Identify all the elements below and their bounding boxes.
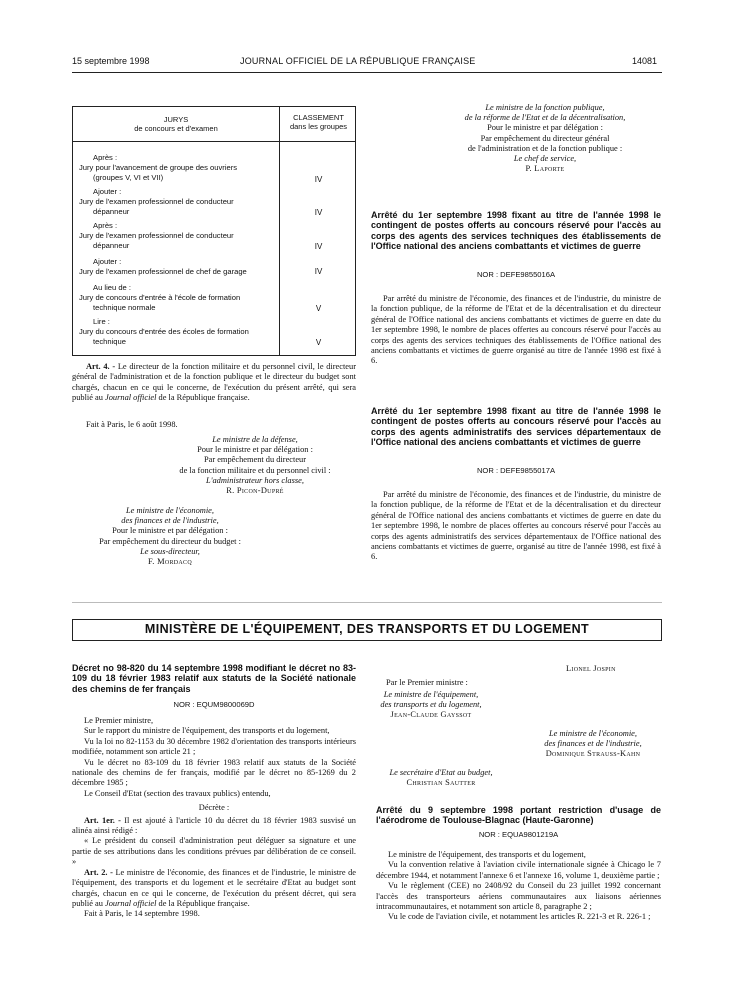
signature-fonction-publique: Le ministre de la fonction publique, de la réforme de l'Etat et de la décentralisation, Pour le ministre et par délégation : Par empêchement du directeur général de l'administration et de la fonction publique : Le chef de service, P. Laporte: [464, 103, 626, 174]
table-row: Ajouter : Jury de l'examen professionnel de conducteur dépanneur: [79, 187, 234, 216]
header-date: 15 septembre 1998: [72, 56, 150, 66]
table-row-value: V: [315, 338, 322, 347]
decret-title: Décret no 98-820 du 14 septembre 1998 modifiant le décret no 83-109 du 18 février 1983 relatif aux statuts de la Société nationale des chemins de fer français: [72, 663, 356, 694]
decret-nor: NOR : EQUM9800069D: [173, 700, 255, 709]
header-journal-title: JOURNAL OFFICIEL DE LA RÉPUBLIQUE FRANÇAISE: [240, 56, 476, 66]
table-row: Ajouter : Jury de l'examen professionnel de chef de garage: [79, 257, 247, 276]
table-row-value: IV: [314, 208, 323, 217]
table-row-value: V: [315, 304, 322, 313]
signature-economie: Le ministre de l'économie, des finances et de l'industrie, Pour le ministre et par délégation : Par empêchement du directeur du budget : Le sous-directeur, F. Mordacq: [99, 506, 241, 567]
table-row-value: IV: [314, 267, 323, 276]
signature-equipement: Le ministre de l'équipement, des transports et du logement, Jean-Claude Gayssot: [380, 690, 482, 720]
arrete-2-text: Par arrêté du ministre de l'économie, des finances et de l'industrie, du ministre de la fonction publique, de la réforme de l'Etat et de la décentralisation et du directeur général de l'Office national des anciens combattants et victimes de guerre en date du 1er septembre 1998, le nombre de places offertes au concours réservé pour l'accès au corps des agents administratifs des services départementaux de l'Office national des anciens combattants et victimes de guerre, organisé au titre de l'année 1998, est fixé à 6.: [371, 490, 661, 562]
signature-economie-2: Le ministre de l'économie, des finances et de l'industrie, Dominique Strauss-Kahn: [544, 729, 642, 759]
section-rule: [72, 602, 662, 603]
arrete-2-title: Arrêté du 1er septembre 1998 fixant au titre de l'année 1998 le contingent de postes offerts au concours réservé pour l'accès au corps des agents administratifs des services départementaux de l'Office national des anciens combattants et victimes de guerre: [371, 406, 661, 448]
signature-premier-ministre: Lionel Jospin: [566, 664, 616, 673]
table-row: Après : Jury pour l'avancement de groupe des ouvriers (groupes V, VI et VII): [79, 153, 238, 182]
jury-table: [72, 106, 356, 356]
page-header: [0, 56, 731, 70]
arrete-3-title: Arrêté du 9 septembre 1998 portant restriction d'usage de l'aérodrome de Toulouse-Blagnac (Haute-Garonne): [376, 805, 661, 826]
arrete-3-body: Le ministre de l'équipement, des transports et du logement, Vu la convention relative à l'aviation civile internationale signée à Chicago le 7 décembre 1944, et notamment l'annexe 6 et l'annexe 16, volume 1, deuxième partie ; Vu le règlement (CEE) no 2408/92 du Conseil du 23 juillet 1992 concernant l'accès des transporteurs aériens communautaires aux liaisons aériennes intracommunautaires, et notamment son article 8, paragraphe 2 ; Vu le code de l'aviation civile, et notamment les articles R. 221-3 et R. 226-1 ;: [376, 850, 661, 922]
article-4: Art. 4. - Le directeur de la fonction militaire et du personnel civil, le directeur général de l'administration et de la fonction publique et le directeur du budget sont chargés, chacun en ce qui le concerne, de l'exécution du présent arrêté, qui sera publié au Journal officiel de la République française.: [72, 362, 357, 403]
table-row: Lire : Jury du concours d'entrée des écoles de formation technique: [79, 317, 249, 346]
table-row-value: IV: [314, 175, 323, 184]
ministry-banner: MINISTÈRE DE L'ÉQUIPEMENT, DES TRANSPORTS ET DU LOGEMENT: [72, 619, 662, 641]
table-column-divider: [279, 107, 280, 355]
table-header-divider: [73, 141, 355, 142]
header-rule: [72, 72, 662, 73]
par-le-premier-ministre: Par le Premier ministre :: [386, 678, 468, 687]
fait-a-paris-left: Fait à Paris, le 6 août 1998.: [86, 420, 178, 429]
arrete-1-title: Arrêté du 1er septembre 1998 fixant au titre de l'année 1998 le contingent de postes offerts au concours réservé pour l'accès au corps des agents des services techniques des établissements de l'Office national des anciens combattants et victimes de guerre: [371, 210, 661, 252]
signature-budget: Le secrétaire d'Etat au budget, Christian Sautter: [389, 768, 493, 788]
table-header-jurys: JURYS de concours et d'examen: [134, 115, 218, 133]
arrete-1-nor: NOR : DEFE9855016A: [476, 270, 556, 279]
table-row-value: IV: [314, 242, 323, 251]
decret-body: Le Premier ministre, Sur le rapport du ministre de l'équipement, des transports et du logement, Vu la loi no 82-1153 du 30 décembre 1982 d'orientation des transports intérieurs modifiée, notamment son article 21 ; Vu le décret no 83-109 du 18 février 1983 relatif aux statuts de la Société nationale des chemins de fer français, modifié par le décret no 85-1269 du 2 décembre 1985 ; Le Conseil d'Etat (section des travaux publics) entendu, Décrète : Art. 1er. - Il est ajouté à l'article 10 du décret du 18 février 1983 susvisé un alinéa ainsi rédigé : « Le président du conseil d'administration peut déléguer sa signature et une partie de ses attributions dans les conditions prévues par délibération de ce conseil. » Art. 2. - Le ministre de l'économie, des finances et de l'industrie, le ministre de l'équipement, des transports et du logement et le secrétaire d'Etat au budget sont chargés, chacun en ce qui le concerne, de l'exécution du présent décret, qui sera publié au Journal officiel de la République française. Fait à Paris, le 14 septembre 1998.: [72, 716, 357, 919]
table-row: Après : Jury de l'examen professionnel de conducteur dépanneur: [79, 221, 234, 250]
arrete-2-nor: NOR : DEFE9855017A: [476, 466, 556, 475]
arrete-3-nor: NOR : EQUA9801219A: [478, 830, 559, 839]
signature-defense: Le ministre de la défense, Pour le ministre et par délégation : Par empêchement du directeur de la fonction militaire et du personnel civil : L'administrateur hors classe, R. Picon-Dupré: [179, 435, 331, 496]
table-row: Au lieu de : Jury de concours d'entrée à l'école de formation technique normale: [79, 283, 241, 312]
arrete-1-text: Par arrêté du ministre de l'économie, des finances et de l'industrie, du ministre de la fonction publique, de la réforme de l'Etat et de la décentralisation et du directeur général de l'Office national des anciens combattants et victimes de guerre en date du 1er septembre 1998, le nombre de places offertes au concours réservé pour l'accès au corps des agents des services techniques des établissements de l'Office national des anciens combattants et victimes de guerre organisé au titre de l'année 1998 est fixé à 6.: [371, 294, 661, 366]
header-page-number: 14081: [632, 56, 658, 66]
table-header-classement: CLASSEMENT dans les groupes: [289, 113, 348, 131]
